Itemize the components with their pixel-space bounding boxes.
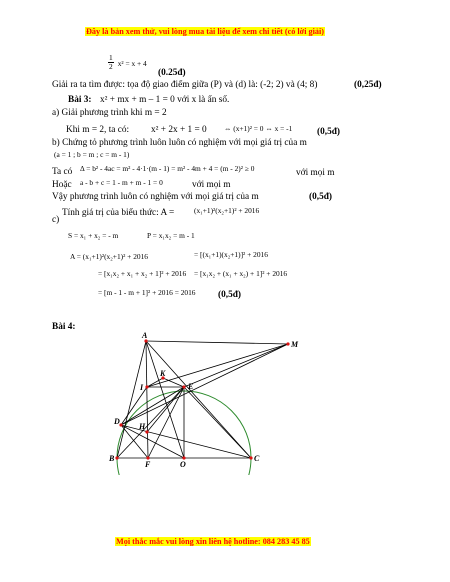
header-banner: Đây là bản xem thử, vui lòng mua tài liệu để xem chi tiết (có lời giải) [86,27,325,36]
score-05: (0,5đ) [317,127,340,137]
label-i: I [140,383,144,392]
hoac-label: Hoặc [52,180,72,190]
part-b-title: b) Chứng tỏ phương trình luôn luôn có nghiệm với mọi giá trị của m [52,138,307,148]
line-ab [117,341,146,458]
label-m: M [291,340,299,349]
footer-banner: Mọi thắc mắc vui lòng xin liên hệ hotline: 084 283 45 85 [116,537,310,546]
delta-expression: Δ = b² - 4ac = m² - 4·1·(m - 1) = m² - 4m + 4 = (m - 2)² ≥ 0 [80,164,255,173]
product-expression: P = x₁x₂ = m - 1 [147,231,195,240]
geometry-figure [100,325,330,475]
part-c-expression: (x₁+1)²(x₂+1)² + 2016 [194,206,260,215]
label-b: B [109,454,115,463]
line-am [146,341,288,344]
fraction [108,54,114,71]
part-a-title: a) Giải phương trình khi m = 2 [52,108,167,118]
intersection-score: (0,25đ) [354,80,382,90]
score-05-c: (0,5đ) [218,290,241,300]
taco-label: Ta có [52,167,73,177]
label-o: O [180,460,186,469]
fraction-equation [108,53,147,71]
score-05-b: (0,5đ) [309,192,332,202]
calc-line-1-right: = [(x₁+1)(x₂+1)]² + 2016 [194,250,268,259]
calc-line-2-left: = [x₁x₂ + x₁ + x₂ + 1]² + 2016 [98,269,187,278]
fraction-numerator: 1 [109,52,113,62]
sum-expression: S = x₁ + x₂ = - m [68,231,119,240]
line-af [146,341,148,458]
calc-line-3: = [m - 1 - m + 1]² + 2016 = 2016 [98,288,196,297]
score-025: (0.25đ) [158,68,186,78]
bai3-label: Bài 3: [68,95,92,105]
equation-rest: x² = x + 4 [117,59,147,68]
label-a: A [142,331,148,340]
line-me [184,344,288,387]
m2-equation: x² + 2x + 1 = 0 [151,125,207,135]
line-ac [146,341,251,458]
part-c-title: Tính giá trị của biểu thức: A = [62,208,175,218]
conclusion-text: Vậy phương trình luôn có nghiệm với mọi giá trị của m [52,192,259,202]
label-c: C [254,454,260,463]
bai3-equation: x² + mx + m – 1 = 0 với x là ẩn số. [100,95,230,105]
voi-moi-m-2: với mọi m [192,180,231,190]
label-e: E [188,382,194,391]
m2-result: ⇔ (x+1)² = 0 ⇔ x = -1 [224,124,293,133]
label-d: D [114,417,120,426]
bai4-label: Bài 4: [52,322,76,332]
line-di [121,387,147,425]
part-c-label: c) [52,215,60,225]
label-f: F [145,460,151,469]
voi-moi-m-1: với mọi m [296,168,335,178]
calc-line-1-left: A = (x₁+1)²(x₂+1)² + 2016 [70,252,148,261]
calc-line-2-right: = [x₁x₂ + (x₁ + x₂) + 1]² + 2016 [194,269,288,278]
intersection-text: Giải ra ta tìm được: tọa độ giao điểm giữa (P) và (d) là: (-2; 2) và (4; 8) [52,80,318,90]
m2-text: Khi m = 2, ta có: [66,125,130,135]
coefficients: (a = 1 ; b = m ; c = m - 1) [54,150,130,159]
label-k: K [160,369,166,378]
label-h: H [139,422,146,431]
fraction-denominator: 2 [109,61,113,71]
hoac-expression: a - b + c = 1 - m + m - 1 = 0 [80,178,163,187]
